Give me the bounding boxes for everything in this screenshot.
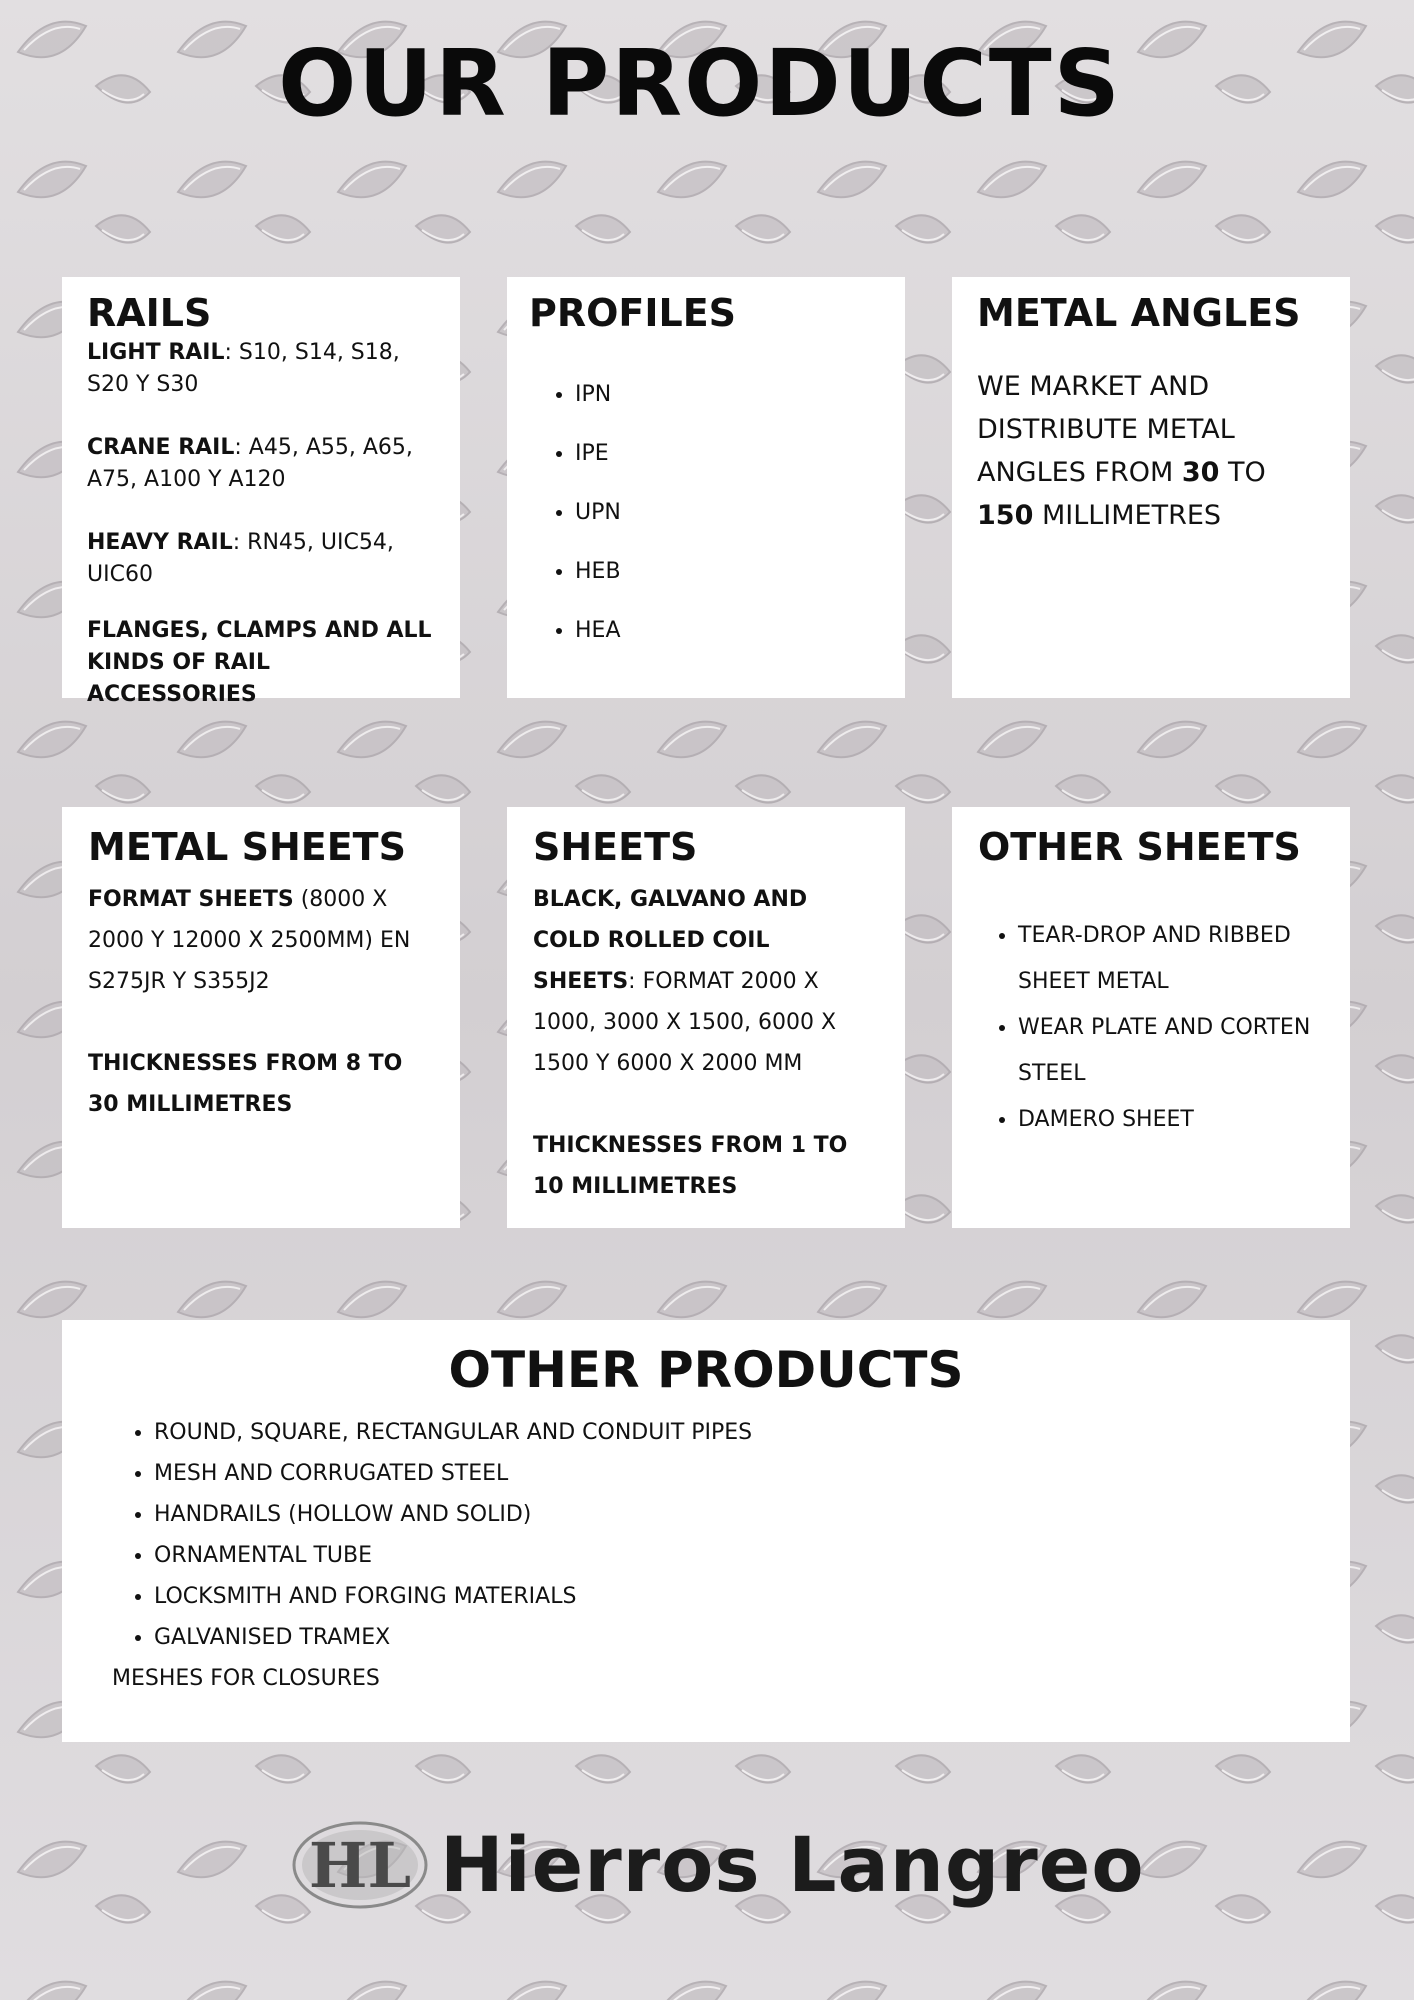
coil-sheets-text: BLACK, GALVANO AND COLD ROLLED COIL SHEETS: FORMAT 2000 X 1000, 3000 X 1500, 6000 X 1500 Y 6000 X 2000 MM [533,886,837,1076]
list-item: • UPN [575,483,883,542]
list-item: • IPE [575,424,883,483]
other-products-card [62,1320,1350,1742]
metal-angles-card [952,277,1350,698]
profiles-list [529,365,883,660]
other-products-list [112,1412,1300,1658]
list-item: • LOCKSMITH AND FORGING MATERIALS [154,1576,1300,1617]
other-products-heading: OTHER PRODUCTS [448,1341,964,1399]
metal-sheets-card [62,807,460,1228]
list-item: • ROUND, SQUARE, RECTANGULAR AND CONDUIT PIPES [154,1412,1300,1453]
metal-angles-heading: METAL ANGLES [977,291,1301,335]
rail-accessories-text: FLANGES, CLAMPS AND ALL KINDS OF RAIL ACCESSORIES [87,617,432,707]
rails-heading: RAILS [87,291,212,335]
list-item: • HEB [575,542,883,601]
metal-angles-text: WE MARKET AND DISTRIBUTE METAL ANGLES FROM 30 TO 150 MILLIMETRES [977,370,1266,531]
other-sheets-heading: OTHER SHEETS [978,825,1301,869]
sheets-card [507,807,905,1228]
list-item: • HANDRAILS (HOLLOW AND SOLID) [154,1494,1300,1535]
list-item: • GALVANISED TRAMEX [154,1617,1300,1658]
other-sheets-card [952,807,1350,1228]
brand-name: Hierros Langreo [440,1820,1145,1909]
page-title: OUR PRODUCTS [278,30,1122,137]
list-item: • IPN [575,365,883,424]
heavy-rail-text: HEAVY RAIL: RN45, UIC54, UIC60 [87,529,394,587]
other-sheets-list [978,913,1324,1143]
list-item: • WEAR PLATE AND CORTEN STEEL [1018,1005,1324,1097]
list-item: • DAMERO SHEET [1018,1097,1324,1143]
rails-card [62,277,460,707]
metal-sheets-heading: METAL SHEETS [88,825,406,869]
svg-text:HL: HL [308,1829,412,1902]
profiles-card [507,277,905,698]
list-item: • ORNAMENTAL TUBE [154,1535,1300,1576]
list-item: • HEA [575,601,883,660]
sheets-heading: SHEETS [533,825,698,869]
profiles-heading: PROFILES [529,291,737,335]
light-rail-text: LIGHT RAIL: S10, S14, S18, S20 Y S30 [87,339,400,397]
crane-rail-text: CRANE RAIL: A45, A55, A65, A75, A100 Y A120 [87,434,413,492]
meshes-for-closures-text: MESHES FOR CLOSURES [112,1666,380,1691]
sheets-thickness: THICKNESSES FROM 1 TO 10 MILLIMETRES [533,1132,848,1199]
format-sheets-text: FORMAT SHEETS (8000 X 2000 Y 12000 X 2500MM) EN S275JR Y S355J2 [88,886,411,994]
list-item: • MESH AND CORRUGATED STEEL [154,1453,1300,1494]
brand-logo [290,1815,1145,1915]
metal-sheets-thickness: THICKNESSES FROM 8 TO 30 MILLIMETRES [88,1050,403,1117]
hl-emblem-icon [290,1815,430,1915]
list-item: • TEAR-DROP AND RIBBED SHEET METAL [1018,913,1324,1005]
